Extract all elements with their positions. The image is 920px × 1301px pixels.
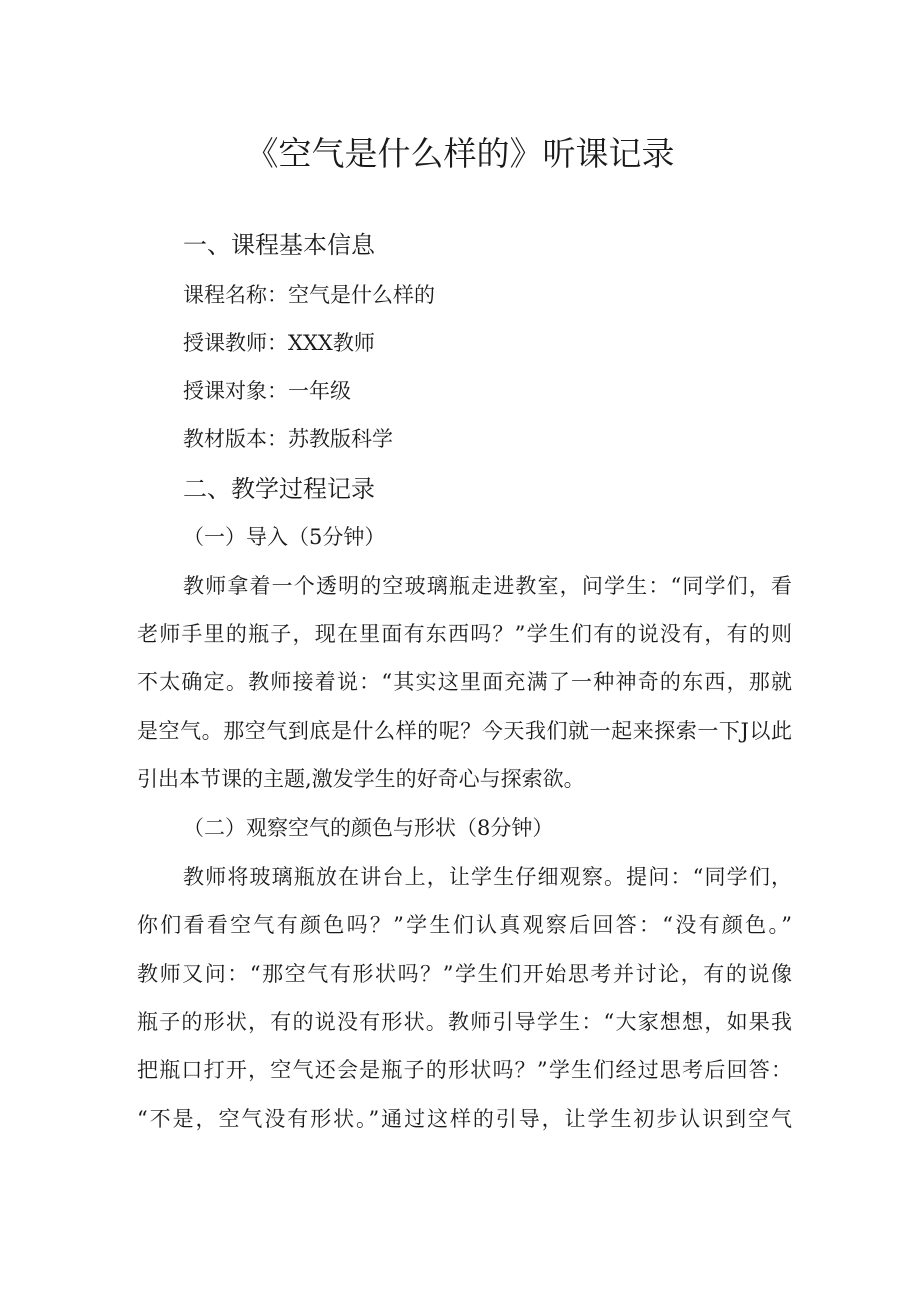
paragraph-line: 是空气。那空气到底是什么样的呢？今天我们就一起来探索一下J以此	[137, 719, 792, 743]
section-heading-basic-info: 一、课程基本信息	[183, 231, 375, 259]
paragraph-line: 教师又问：“那空气有形状吗？”学生们开始思考并讨论，有的说像	[137, 962, 792, 986]
course-name: 课程名称：空气是什么样的	[183, 283, 435, 307]
paragraph-line: “不是，空气没有形状。”通过这样的引导，让学生初步认识到空气	[137, 1107, 792, 1131]
paragraph-line: 引出本节课的主题,激发学生的好奇心与探索欲。	[137, 767, 585, 791]
paragraph-line: 老师手里的瓶子，现在里面有东西吗？”学生们有的说没有，有的则	[137, 622, 792, 646]
teacher: 授课教师：XXX教师	[183, 331, 375, 355]
paragraph-line: 你们看看空气有颜色吗？”学生们认真观察后回答：“没有颜色。”	[137, 913, 792, 937]
textbook: 教材版本：苏教版科学	[183, 427, 393, 451]
paragraph-line: 不太确定。教师接着说：“其实这里面充满了一种神奇的东西，那就	[137, 670, 792, 694]
subsection-heading-observe: （二）观察空气的颜色与形状（8分钟）	[183, 816, 554, 840]
paragraph-line: 教师将玻璃瓶放在讲台上，让学生仔细观察。提问：“同学们，	[183, 865, 792, 889]
document-title: 《空气是什么样的》听课记录	[245, 134, 675, 173]
paragraph-line: 瓶子的形状，有的说没有形状。教师引导学生：“大家想想，如果我	[137, 1010, 792, 1034]
paragraph-line: 把瓶口打开，空气还会是瓶子的形状吗？”学生们经过思考后回答：	[137, 1058, 792, 1082]
subsection-heading-intro: （一）导入（5分钟）	[183, 525, 386, 549]
paragraph-line: 教师拿着一个透明的空玻璃瓶走进教室，问学生：“同学们，看	[183, 574, 792, 598]
audience: 授课对象：一年级	[183, 379, 351, 403]
section-heading-process: 二、教学过程记录	[183, 475, 375, 503]
